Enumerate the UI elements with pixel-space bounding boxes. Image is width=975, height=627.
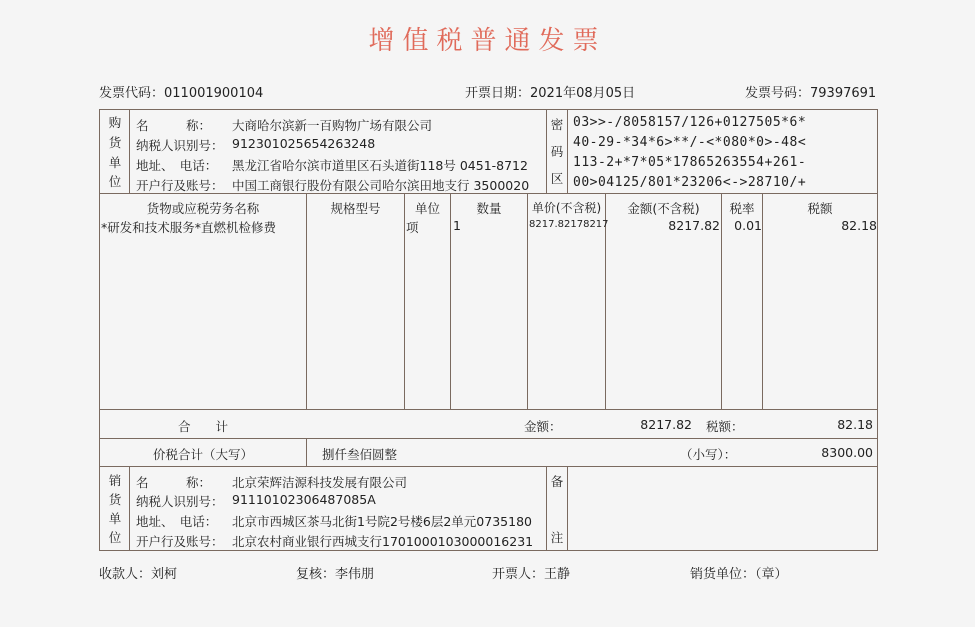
payee: 刘柯 — [151, 567, 178, 582]
invoice-code — [99, 82, 263, 101]
item-rate: 0.01 — [734, 218, 762, 233]
cipher-line-2: 40-29-*34*6>**/-<*080*0>-48< — [573, 135, 807, 150]
item-name: *研发和技术服务*直燃机检修费 — [101, 220, 277, 235]
seller-side-label-2: 货 — [108, 492, 122, 507]
remark-side-label-1: 备 — [550, 474, 564, 489]
invoice-date — [465, 82, 635, 101]
cipher-line-4: 00>04125/801*23206<->28710/+ — [573, 175, 807, 190]
seller-name: 北京荣辉洁源科技发展有限公司 — [232, 475, 408, 490]
reviewer: 李伟朋 — [335, 567, 375, 582]
invoice-number-label: 发票号码： — [745, 86, 811, 101]
col-header-price: 单价(不含税) — [531, 201, 602, 215]
grand-total-small: 8300.00 — [821, 445, 873, 460]
totals-amount: 8217.82 — [640, 417, 692, 432]
buyer-bank-label: 开户行及账号： — [136, 178, 224, 193]
item-amount: 8217.82 — [668, 218, 720, 233]
totals-label: 合 计 — [177, 419, 228, 434]
drawer-label: 开票人： — [492, 567, 545, 582]
invoice-date-label: 开票日期： — [465, 86, 531, 101]
totals-amount-label: 金额： — [524, 419, 562, 434]
col-header-spec: 规格型号 — [330, 201, 381, 216]
cipher-side-label-1: 密 — [550, 117, 564, 132]
reviewer-label: 复核： — [296, 567, 336, 582]
footer-seller-stamp: 销货单位：（章） — [690, 567, 788, 582]
grand-total-small-label: （小写）： — [680, 447, 737, 462]
cipher-side-label-3: 区 — [550, 171, 564, 186]
invoice-date-value: 2021年08月05日 — [530, 86, 636, 101]
buyer-side-label-1: 购 — [108, 115, 122, 130]
buyer-side-label-2: 货 — [108, 135, 122, 150]
cipher-side-label-2: 码 — [550, 144, 564, 159]
col-header-qty: 数量 — [476, 201, 502, 216]
seller-bank: 北京农村商业银行西城支行1701000103000016231 — [232, 534, 534, 549]
seller-bank-label: 开户行及账号： — [136, 534, 224, 549]
buyer-address: 黑龙江省哈尔滨市道里区石头道街118号 0451-8712 — [232, 158, 528, 173]
payee-label: 收款人： — [99, 567, 152, 582]
seller-side-label-3: 单 — [108, 511, 122, 526]
footer-payee — [99, 563, 177, 582]
invoice-table — [99, 109, 878, 551]
totals-tax: 82.18 — [837, 417, 873, 432]
footer-drawer — [492, 563, 570, 582]
invoice-code-value: 011001900104 — [164, 86, 264, 101]
col-header-name: 货物或应税劳务名称 — [146, 201, 260, 216]
totals-tax-label: 税额： — [706, 419, 744, 434]
footer-reviewer — [296, 563, 374, 582]
invoice-number — [745, 82, 876, 101]
col-header-unit: 单位 — [414, 201, 440, 216]
buyer-addr-label: 地址、 电话： — [136, 158, 218, 173]
item-qty: 1 — [453, 218, 461, 233]
seller-side-label-1: 销 — [108, 473, 122, 488]
remark-side-label-2: 注 — [550, 530, 564, 545]
buyer-tax-label: 纳税人识别号： — [136, 138, 224, 153]
seller-tax-label: 纳税人识别号： — [136, 494, 224, 509]
buyer-name: 大商哈尔滨新一百购物广场有限公司 — [232, 118, 433, 133]
buyer-bank: 中国工商银行股份有限公司哈尔滨田地支行 3500020 — [232, 178, 530, 193]
buyer-tax-id: 912301025654263248 — [232, 136, 376, 151]
seller-addr-label: 地址、 电话： — [136, 514, 218, 529]
invoice-code-label: 发票代码： — [99, 86, 165, 101]
buyer-side-label-3: 单 — [108, 155, 122, 170]
item-unit: 项 — [406, 220, 419, 235]
buyer-side-label-4: 位 — [108, 174, 122, 189]
cipher-line-1: 03>>-/8058157/126+0127505*6* — [573, 115, 807, 130]
invoice-number-value: 79397691 — [810, 86, 877, 101]
seller-address: 北京市西城区茶马北街1号院2号楼6层2单元0735180 — [232, 514, 532, 529]
item-tax: 82.18 — [841, 218, 877, 233]
grand-total-label: 价税合计（大写） — [152, 447, 253, 462]
col-header-amount: 金额(不含税) — [627, 201, 700, 216]
buyer-name-label: 名 称： — [136, 118, 212, 133]
cipher-line-3: 113-2+*7*05*17865263554+261- — [573, 155, 807, 170]
seller-name-label: 名 称： — [136, 475, 212, 490]
grand-total-words: 捌仟叁佰圆整 — [322, 447, 398, 462]
seller-side-label-4: 位 — [108, 530, 122, 545]
col-header-tax: 税额 — [807, 201, 833, 216]
col-header-rate: 税率 — [729, 201, 755, 216]
invoice-title: 增值税普通发票 — [368, 26, 607, 56]
item-price: 8217.82178217 — [529, 219, 609, 230]
drawer: 王静 — [544, 567, 571, 582]
seller-tax-id: 91110102306487085A — [232, 492, 376, 507]
